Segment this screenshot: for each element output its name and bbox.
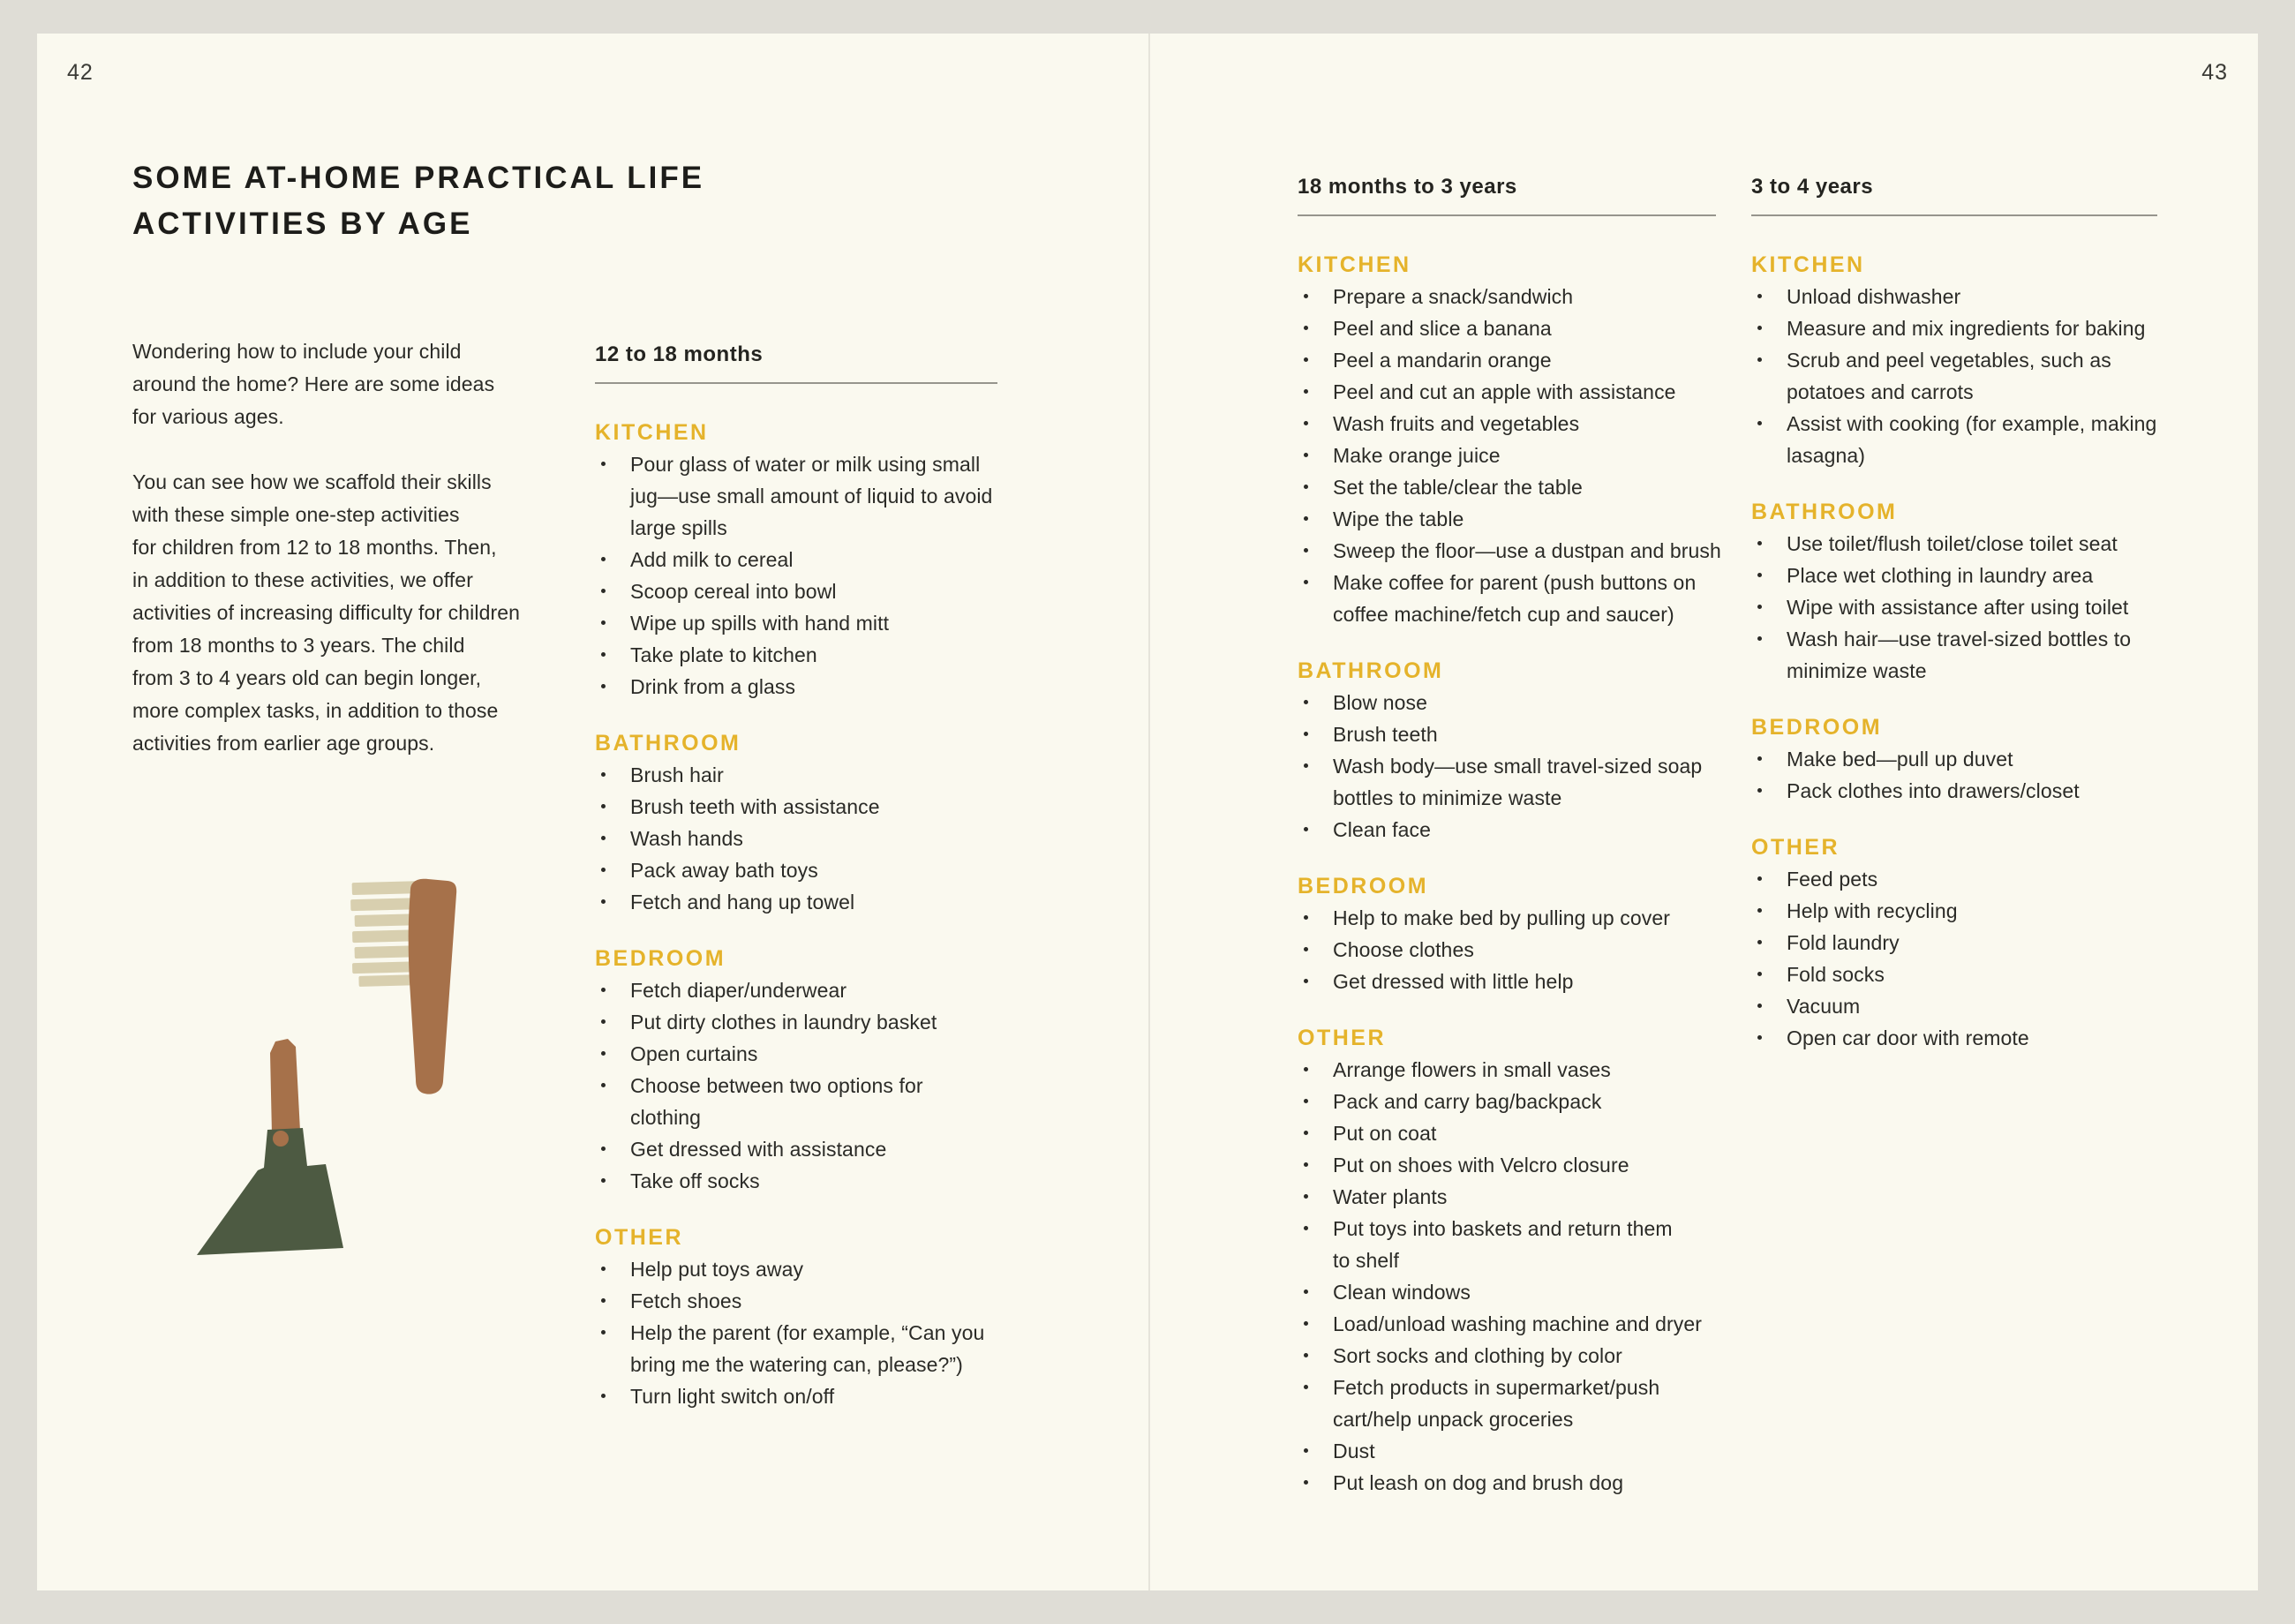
list-item <box>1751 560 2156 591</box>
bullet-icon <box>1757 573 1762 577</box>
list-item-line: Get dressed with little help <box>1333 970 1574 993</box>
bullet-icon <box>1304 1226 1308 1230</box>
paragraph-line: for various ages. <box>132 405 284 428</box>
list-item <box>1751 312 2156 344</box>
bullet-icon <box>1304 1131 1308 1135</box>
bullet-icon <box>1304 1480 1308 1485</box>
bullet-icon <box>1757 541 1762 545</box>
bullet-icon <box>1304 453 1308 457</box>
list-item <box>595 639 992 671</box>
section-heading: BATHROOM <box>1751 500 1898 524</box>
list-item-line: Place wet clothing in laundry area <box>1787 564 2094 587</box>
bullet-icon <box>601 684 606 688</box>
list-item-line: Open car door with remote <box>1787 1026 2029 1049</box>
bullet-icon <box>1304 516 1308 521</box>
list-item <box>1751 743 2156 775</box>
list-item <box>595 1133 992 1165</box>
list-item-line: Put dirty clothes in laundry basket <box>630 1011 937 1034</box>
list-item <box>595 974 992 1006</box>
list-item-line: Brush teeth with assistance <box>630 795 880 818</box>
section-kitchen <box>595 417 992 703</box>
section-heading: OTHER <box>1751 835 1840 860</box>
list-item-line: Help to make bed by pulling up cover <box>1333 906 1671 929</box>
list-item <box>1298 1308 1721 1340</box>
page-title-line-1: SOME AT-HOME PRACTICAL LIFE <box>132 161 705 195</box>
bullet-icon <box>1304 827 1308 831</box>
bullet-icon <box>1304 357 1308 362</box>
section-bathroom <box>1298 655 1721 846</box>
list-item-line: minimize waste <box>1787 659 1927 682</box>
list-item-line: Turn light switch on/off <box>630 1385 835 1408</box>
bullet-icon <box>1304 979 1308 983</box>
section-heading: KITCHEN <box>1298 252 1411 277</box>
list-item-line: Load/unload washing machine and dryer <box>1333 1312 1702 1335</box>
list-item-line: Open curtains <box>630 1042 758 1065</box>
bullet-icon <box>601 1019 606 1024</box>
bullet-icon <box>601 1178 606 1183</box>
column-rule <box>1751 214 2157 216</box>
list-item <box>1298 535 1721 567</box>
list-item <box>1751 623 2156 687</box>
list-item <box>1298 567 1721 630</box>
bullet-icon <box>1757 972 1762 976</box>
intro-text <box>132 335 574 760</box>
list-item-line: Wipe with assistance after using toilet <box>1787 596 2129 619</box>
list-item <box>595 759 992 791</box>
bullet-icon <box>601 1083 606 1087</box>
list-item <box>1298 1181 1721 1213</box>
list-item-line: Put on coat <box>1333 1122 1437 1145</box>
list-item <box>1298 1054 1721 1086</box>
brush-handle <box>409 879 456 1094</box>
list-item-line: Add milk to cereal <box>630 548 794 571</box>
bullet-icon <box>601 1267 606 1271</box>
list-item <box>1298 344 1721 376</box>
list-item <box>595 1380 992 1412</box>
list-item <box>1298 440 1721 471</box>
bullet-icon <box>601 620 606 625</box>
bullet-icon <box>1304 1099 1308 1103</box>
bullet-icon <box>601 652 606 657</box>
bullet-icon <box>601 836 606 840</box>
bullet-icon <box>1304 389 1308 394</box>
bullet-icon <box>1304 485 1308 489</box>
list-item-line: Choose between two options for <box>630 1074 923 1097</box>
list-item-line: Pack and carry bag/backpack <box>1333 1090 1602 1113</box>
list-item <box>1751 927 2156 959</box>
list-item-line: Drink from a glass <box>630 675 796 698</box>
bullet-icon <box>1304 1321 1308 1326</box>
bullet-icon <box>1304 294 1308 298</box>
bullet-icon <box>601 462 606 466</box>
bullet-icon <box>1304 1385 1308 1389</box>
list-item-line: lasagna) <box>1787 444 1866 467</box>
section-other <box>1298 1022 1721 1499</box>
bullet-icon <box>1304 763 1308 768</box>
bullet-icon <box>1757 940 1762 944</box>
section-other <box>595 1222 992 1412</box>
bullet-icon <box>601 868 606 872</box>
list-item-line: Pack away bath toys <box>630 859 818 882</box>
list-item-line: Fetch and hang up towel <box>630 891 855 914</box>
list-item-line: Sort socks and clothing by color <box>1333 1344 1622 1367</box>
bullet-icon <box>1304 1353 1308 1357</box>
list-item-line: Help with recycling <box>1787 899 1958 922</box>
list-item-line: Pour glass of water or milk using small <box>630 453 981 476</box>
list-item <box>1298 718 1721 750</box>
list-item-line: Fetch shoes <box>630 1289 742 1312</box>
section-kitchen <box>1298 249 1721 630</box>
list-item <box>1298 503 1721 535</box>
column-rule <box>1298 214 1716 216</box>
list-item-line: Put on shoes with Velcro closure <box>1333 1154 1629 1177</box>
list-item <box>595 448 992 544</box>
paragraph-line: activities of increasing difficulty for children <box>132 601 521 624</box>
list-item <box>595 1038 992 1070</box>
list-item <box>1751 528 2156 560</box>
list-item <box>1298 902 1721 934</box>
bullet-icon <box>601 772 606 777</box>
list-item-line: Brush teeth <box>1333 723 1438 746</box>
page-title <box>132 155 704 247</box>
list-item <box>1298 376 1721 408</box>
list-item <box>595 1165 992 1197</box>
bullet-icon <box>1757 294 1762 298</box>
bullet-icon <box>1304 700 1308 704</box>
list-item-line: Help the parent (for example, “Can you <box>630 1321 985 1344</box>
list-item-line: Brush hair <box>630 763 724 786</box>
page-number-left: 42 <box>67 60 94 85</box>
list-item-line: Clean face <box>1333 818 1431 841</box>
section-heading: KITCHEN <box>595 420 709 445</box>
list-item <box>1751 959 2156 990</box>
bullet-icon <box>601 1394 606 1398</box>
list-item-line: Measure and mix ingredients for baking <box>1787 317 2146 340</box>
list-item-line: Pack clothes into drawers/closet <box>1787 779 2080 802</box>
list-item-line: Get dressed with assistance <box>630 1138 887 1161</box>
column-rule <box>595 382 997 384</box>
list-item-line: Take plate to kitchen <box>630 643 817 666</box>
dustpan-pan <box>197 1128 343 1255</box>
section-heading: OTHER <box>1298 1026 1386 1050</box>
bullet-icon <box>1757 876 1762 881</box>
list-item <box>1298 1213 1721 1276</box>
dustpan-handle <box>270 1039 300 1134</box>
bullet-icon <box>1757 756 1762 761</box>
bullet-icon <box>1757 1004 1762 1008</box>
bullet-icon <box>1757 636 1762 641</box>
bullet-icon <box>1757 326 1762 330</box>
bullet-icon <box>1757 788 1762 793</box>
section-bedroom <box>595 943 992 1197</box>
list-item-line: Vacuum <box>1787 995 1861 1018</box>
paragraph-line: for children from 12 to 18 months. Then, <box>132 536 497 559</box>
column-sections <box>1298 249 1721 1499</box>
section-kitchen <box>1751 249 2156 471</box>
bullet-icon <box>1304 947 1308 951</box>
list-item <box>595 1285 992 1317</box>
paragraph-line: around the home? Here are some ideas <box>132 372 495 395</box>
list-item-line: Wash body—use small travel-sized soap <box>1333 755 1703 778</box>
list-item-line: Arrange flowers in small vases <box>1333 1058 1611 1081</box>
dustpan-illustration <box>197 1039 343 1255</box>
paragraph-line: from 18 months to 3 years. The child <box>132 634 465 657</box>
column-header: 18 months to 3 years <box>1298 175 1517 199</box>
list-item-line: Wipe up spills with hand mitt <box>630 612 890 635</box>
list-item <box>1298 281 1721 312</box>
list-item-line: Make coffee for parent (push buttons on <box>1333 571 1697 594</box>
column-sections <box>595 417 992 1412</box>
list-item <box>1298 312 1721 344</box>
list-item <box>595 607 992 639</box>
section-bedroom <box>1751 711 2156 807</box>
bullet-icon <box>1304 915 1308 920</box>
list-item-line: Scrub and peel vegetables, such as <box>1787 349 2111 372</box>
list-item <box>1751 990 2156 1022</box>
list-item-line: coffee machine/fetch cup and saucer) <box>1333 603 1674 626</box>
paragraph-line: more complex tasks, in addition to those <box>132 699 499 722</box>
list-item <box>1751 1022 2156 1054</box>
list-item-line: to shelf <box>1333 1249 1399 1272</box>
list-item <box>1298 966 1721 997</box>
section-other <box>1751 831 2156 1054</box>
page-spread <box>37 34 2258 1590</box>
list-item <box>595 671 992 703</box>
bullet-icon <box>1304 1289 1308 1294</box>
list-item <box>1298 1276 1721 1308</box>
list-item-line: Put leash on dog and brush dog <box>1333 1471 1624 1494</box>
list-item <box>595 823 992 854</box>
bullet-icon <box>1304 326 1308 330</box>
list-item <box>1298 408 1721 440</box>
list-item <box>1298 1435 1721 1467</box>
list-item <box>1298 1467 1721 1499</box>
list-item-line: clothing <box>630 1106 702 1129</box>
list-item-line: large spills <box>630 516 727 539</box>
list-item-line: jug—use small amount of liquid to avoid <box>630 485 993 508</box>
list-item <box>595 1070 992 1133</box>
list-item <box>595 544 992 575</box>
list-item <box>1298 814 1721 846</box>
paragraph-line: Wondering how to include your child <box>132 340 462 363</box>
bullet-icon <box>1304 1194 1308 1199</box>
paragraph-line: activities from earlier age groups. <box>132 732 435 755</box>
bullet-icon <box>601 804 606 808</box>
list-item-line: Unload dishwasher <box>1787 285 1961 308</box>
bullet-icon <box>1304 1448 1308 1453</box>
list-item-line: Water plants <box>1333 1185 1448 1208</box>
list-item-line: Use toilet/flush toilet/close toilet seat <box>1787 532 2118 555</box>
list-item-line: Dust <box>1333 1440 1375 1462</box>
section-heading: BEDROOM <box>1751 715 1883 740</box>
list-item <box>1298 934 1721 966</box>
list-item <box>1751 344 2156 408</box>
paragraph-line: in addition to these activities, we offer <box>132 568 473 591</box>
brush-and-dustpan-illustration <box>178 872 531 1278</box>
list-item-line: Feed pets <box>1787 868 1878 891</box>
list-item <box>1751 281 2156 312</box>
bullet-icon <box>601 1147 606 1151</box>
list-item <box>1751 775 2156 807</box>
bullet-icon <box>601 899 606 904</box>
list-item <box>1298 1086 1721 1117</box>
bullet-icon <box>1304 1067 1308 1071</box>
bullet-icon <box>601 589 606 593</box>
list-item <box>595 854 992 886</box>
section-bedroom <box>1298 870 1721 997</box>
list-item-line: Peel and cut an apple with assistance <box>1333 380 1676 403</box>
bullet-icon <box>1757 908 1762 913</box>
list-item <box>1751 408 2156 471</box>
section-heading: BEDROOM <box>595 946 726 971</box>
list-item-line: Wash hands <box>630 827 743 850</box>
list-item-line: Set the table/clear the table <box>1333 476 1583 499</box>
section-bathroom <box>595 727 992 918</box>
list-item-line: Fold laundry <box>1787 931 1900 954</box>
bullet-icon <box>1304 1162 1308 1167</box>
list-item-line: Help put toys away <box>630 1258 804 1281</box>
list-item <box>1751 895 2156 927</box>
bullet-icon <box>1304 421 1308 425</box>
list-item-line: Fold socks <box>1787 963 1885 986</box>
bullet-icon <box>1757 421 1762 425</box>
list-item <box>1298 471 1721 503</box>
list-item <box>1298 687 1721 718</box>
bullet-icon <box>1757 605 1762 609</box>
list-item <box>1298 750 1721 814</box>
list-item <box>595 791 992 823</box>
bullet-icon <box>601 988 606 992</box>
section-heading: OTHER <box>595 1225 683 1250</box>
list-item <box>1298 1117 1721 1149</box>
bullet-icon <box>1757 1035 1762 1040</box>
list-item-line: Take off socks <box>630 1169 760 1192</box>
paragraph-line: with these simple one-step activities <box>132 503 460 526</box>
paragraph-line: from 3 to 4 years old can begin longer, <box>132 666 482 689</box>
bullet-icon <box>1304 580 1308 584</box>
bullet-icon <box>601 1298 606 1303</box>
list-item <box>595 886 992 918</box>
bullet-icon <box>601 1051 606 1056</box>
bullet-icon <box>1304 548 1308 553</box>
list-item-line: Clean windows <box>1333 1281 1471 1304</box>
list-item <box>595 1006 992 1038</box>
list-item <box>1751 863 2156 895</box>
page-number-right: 43 <box>2201 60 2228 85</box>
bullet-icon <box>601 1330 606 1335</box>
paragraph-line: You can see how we scaffold their skills <box>132 470 492 493</box>
list-item-line: Put toys into baskets and return them <box>1333 1217 1673 1240</box>
list-item-line: Make bed—pull up duvet <box>1787 748 2013 771</box>
list-item-line: Wipe the table <box>1333 508 1464 530</box>
list-item-line: Wash hair—use travel-sized bottles to <box>1787 628 2132 650</box>
list-item-line: bring me the watering can, please?”) <box>630 1353 963 1376</box>
list-item-line: Peel a mandarin orange <box>1333 349 1552 372</box>
list-item-line: Blow nose <box>1333 691 1428 714</box>
list-item-line: Sweep the floor—use a dustpan and brush <box>1333 539 1721 562</box>
list-item-line: Fetch products in supermarket/push <box>1333 1376 1660 1399</box>
bullet-icon <box>601 557 606 561</box>
section-heading: BEDROOM <box>1298 874 1429 898</box>
list-item <box>1751 591 2156 623</box>
list-item-line: potatoes and carrots <box>1787 380 1974 403</box>
list-item-line: Scoop cereal into bowl <box>630 580 837 603</box>
section-heading: BATHROOM <box>1298 658 1444 683</box>
list-item <box>1298 1149 1721 1181</box>
dustpan-rivet <box>273 1131 289 1147</box>
list-item-line: bottles to minimize waste <box>1333 786 1562 809</box>
paragraph <box>132 335 574 433</box>
bullet-icon <box>1757 357 1762 362</box>
column-sections <box>1751 249 2156 1054</box>
list-item-line: Fetch diaper/underwear <box>630 979 847 1002</box>
list-item <box>1298 1372 1721 1435</box>
list-item-line: Make orange juice <box>1333 444 1501 467</box>
list-item <box>595 1317 992 1380</box>
list-item <box>595 575 992 607</box>
list-item-line: Wash fruits and vegetables <box>1333 412 1580 435</box>
list-item-line: Peel and slice a banana <box>1333 317 1552 340</box>
list-item <box>595 1253 992 1285</box>
section-bathroom <box>1751 496 2156 687</box>
column-header: 3 to 4 years <box>1751 175 1874 199</box>
paragraph <box>132 466 574 760</box>
bullet-icon <box>1304 732 1308 736</box>
page-gutter-divider <box>1148 34 1150 1590</box>
list-item <box>1298 1340 1721 1372</box>
section-heading: BATHROOM <box>595 731 741 756</box>
list-item-line: Choose clothes <box>1333 938 1474 961</box>
list-item-line: Prepare a snack/sandwich <box>1333 285 1574 308</box>
list-item-line: Assist with cooking (for example, making <box>1787 412 2157 435</box>
brush-illustration <box>350 879 457 1094</box>
page-title-line-2: ACTIVITIES BY AGE <box>132 207 473 241</box>
column-header: 12 to 18 months <box>595 342 764 366</box>
list-item-line: cart/help unpack groceries <box>1333 1408 1574 1431</box>
section-heading: KITCHEN <box>1751 252 1865 277</box>
